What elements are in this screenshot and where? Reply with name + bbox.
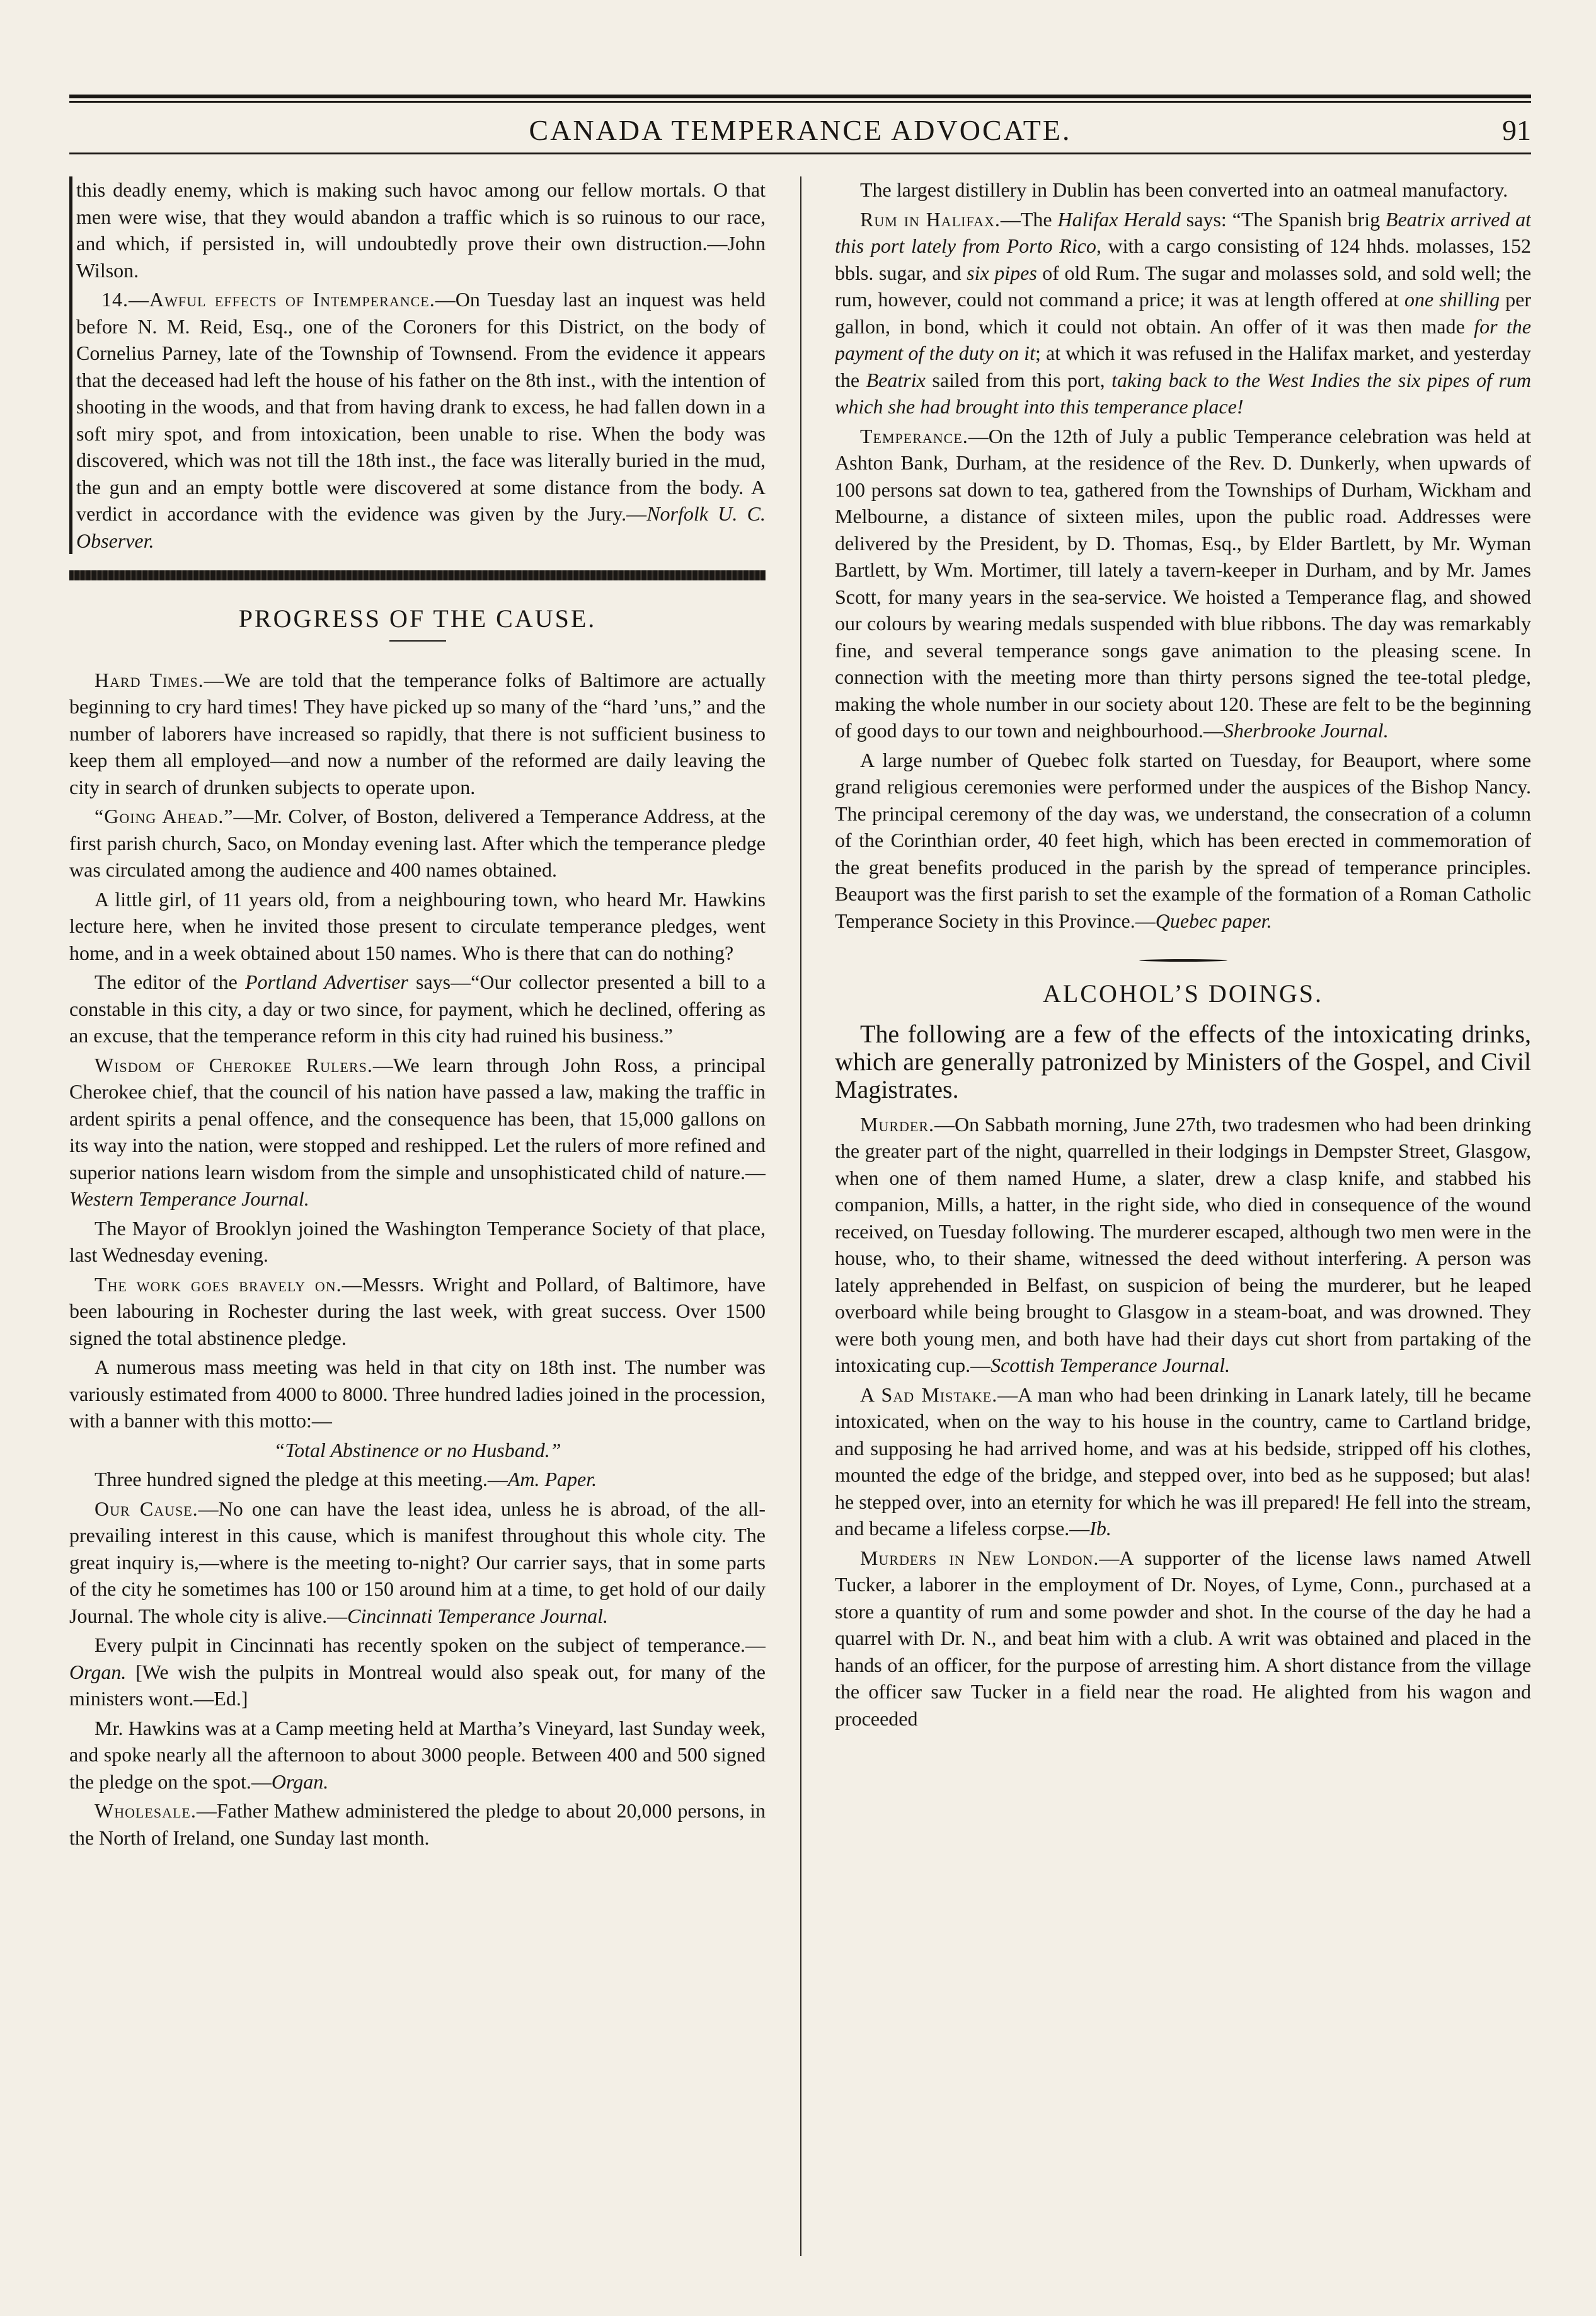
article-new-london: Murders in New London.—A supporter of the license laws named Atwell Tucker, a laborer in the employment of Dr. Noyes, of Lyme, Conn., purchased at a store a quantity of rum and some powder and shot. In the course of the day he had a quarrel with Dr. N., and beat him with a club. A writ was obtained and placed in the hands of an officer, for the purpose of arresting him. A short distance from the village the officer saw Tucker in a field near the road. He alighted from his wagon and proceeded xyxy=(835,1546,1531,1730)
column-divider xyxy=(800,176,801,2256)
section-ornament xyxy=(1139,955,1227,965)
article-mass-meeting: A numerous mass meeting was held in that city on 18th inst. The number was variously estimated from 4000 to 8000. Three hundred ladies joined in the procession, with a banner with this motto:— xyxy=(69,1356,766,1432)
section-title-progress: PROGRESS OF THE CAUSE. xyxy=(238,604,597,633)
article-every-pulpit: Every pulpit in Cincinnati has recently spoken on the subject of temperance.—Organ. [We wish the pulpits in Montreal would also speak out, for many of the ministers wont.—Ed.] xyxy=(69,1633,766,1710)
article-awful-effects: 14.—Awful effects of Intemperance.—On Tuesday last an inquest was held before N. M. Reid, Esq., one of the Coroners for this District, on the body of Cornelius Parney, late of the Township of Townsend. From the evidence it appears that the deceased had left the house of his father on the 8th inst., with the intention of shooting in the woods, and that from having drank to excess, he had fallen down in a soft miry spot, and from intoxication, been unable to rise. When the body was discovered, which was not till the 18th inst., the face was literally buried in the mud, the gun and an empty bottle were discovered at some distance from the body. A verdict in accordance with the evidence was given by the Jury.—Norfolk U. C. Observer. xyxy=(76,288,766,552)
article-intro: this deadly enemy, which is making such havoc among our fellow mortals. O that men were wise, that they would abandon a traffic which is so ruinous to our race, and which, if persisted in, will undoubtedly prove their own distruction.—John Wilson. xyxy=(76,178,766,282)
section-title-rule xyxy=(389,640,446,642)
article-three-hundred: Three hundred signed the pledge at this meeting.—Am. Paper. xyxy=(95,1468,597,1490)
article-work-goes-on: The work goes bravely on.—Messrs. Wright and Pollard, of Baltimore, have been labouring in Rochester during the last week, with great success. Over 1500 signed the total abstinence pledge. xyxy=(69,1272,766,1349)
masthead-rule-top xyxy=(69,95,1531,98)
article-sad-mistake: A Sad Mistake.—A man who had been drinking in Lanark lately, till he became intoxicated, when on the way to his house in the country, came to Cartland bridge, and supposing he had arrived home, and was at his bedside, stripped off his clothes, mounted the edge of the bridge, and stepped over, into bed as he supposed; but alas! he stepped over, into an eternity for which he was ill prepared! He fell into the stream, and became a lifeless corpse.—Ib. xyxy=(835,1383,1531,1540)
masthead xyxy=(69,95,1531,158)
masthead-title: CANADA TEMPERANCE ADVOCATE. xyxy=(529,114,1072,146)
motto: “Total Abstinence or no Husband.” xyxy=(273,1438,561,1461)
left-column xyxy=(69,176,766,2256)
article-quebec: A large number of Quebec folk started on Tuesday, for Beauport, where some grand religious ceremonies were performed under the auspices of the Bishop Nancy. The principal ceremony of the day was, we understand, the consecration of a column of the Corinthian order, 40 feet high, which has been erected in commemoration of the great benefits produced in the parish by the spread of temperance principles. Beauport was the first parish to set the example of the formation of a Roman Catholic Temperance Society in this Province.—Quebec paper. xyxy=(835,748,1531,932)
section-title-alcohol: ALCOHOL’S DOINGS. xyxy=(1042,979,1324,1008)
section-lead-text: The following are a few of the effects of the intoxicating drinks, which are generally patronized by Ministers of the Gospel, and Civil Magistrates. xyxy=(835,1019,1531,1103)
article-portland: The editor of the Portland Advertiser says—“Our collector presented a bill to a constable in this city, a day or two since, for payment, which he declined, offering as an excuse, that the temperance reform in this city had ruined his business.” xyxy=(69,971,766,1047)
right-column xyxy=(835,176,1531,2256)
masthead-rule-bottom xyxy=(69,153,1531,154)
article-going-ahead: “Going Ahead.”—Mr. Colver, of Boston, delivered a Temperance Address, at the first parish church, Saco, on Monday evening last. After which the temperance pledge was circulated among the audience and 400 names obtained. xyxy=(69,805,766,881)
article-lead: 14.—Awful effects of Intemperance. xyxy=(101,288,435,311)
article-wholesale: Wholesale.—Father Mathew administered the pledge to about 20,000 persons, in the North of Ireland, one Sunday last month. xyxy=(69,1799,766,1849)
article-brooklyn: The Mayor of Brooklyn joined the Washington Temperance Society of that place, last Wednesday evening. xyxy=(69,1216,766,1266)
article-temperance-celebration: Temperance.—On the 12th of July a public Temperance celebration was held at Ashton Bank, Durham, at the residence of the Rev. D. Dunkerly, when upwards of 100 persons sat down to tea, gathered from the Townships of Durham, Wickham and Melbourne, a distance of sixteen miles, upon the public road. Addresses were delivered by the President, by D. Thomas, Esq., by Elder Bartlett, by Mr. Wyman Bartlett, by Wm. Mortimer, till lately a tavern-keeper in Durham, and by Mr. James Scott, for many years in the sea-service. We hoisted a Temperance flag, and showed our colours by wearing medals suspended with blue ribbons. The day was remarkably fine, and several temperance songs gave animation to the pleasing scene. In connection with the meeting more than thirty persons signed the tee-total pledge, making the whole number in our society about 120. These are felt to be the beginning of good days to our town and neighbourhood.—Sherbrooke Journal. xyxy=(835,424,1531,742)
section-divider xyxy=(69,570,766,580)
article-rum-halifax: Rum in Halifax.—The Halifax Herald says: “The Spanish brig Beatrix arrived at this port lately from Porto Rico, with a cargo consisting of 124 hhds. molasses, 152 bbls. sugar, and six pipes of old Rum. The sugar and molasses sold, and sold well; the rum, however, could not command a price; it was at length offered at one shilling per gallon, in bond, which it could not obtain. An offer of it was then made for the payment of the duty on it; at which it was refused in the Halifax market, and yesterday the Beatrix sailed from this port, taking back to the West Indies the six pipes of rum which she had brought into this temperance place! xyxy=(835,207,1531,418)
masthead-rule-second xyxy=(69,101,1531,103)
newspaper-page xyxy=(69,95,1531,2269)
article-little-girl: A little girl, of 11 years old, from a neighbouring town, who heard Mr. Hawkins lecture here, when he invited those present to circulate temperance pledges, went home, and in a week obtained about 150 names. Who is there that can do nothing? xyxy=(69,887,766,964)
article-distillery: The largest distillery in Dublin has been converted into an oatmeal manufactory. xyxy=(860,178,1508,201)
article-hawkins: Mr. Hawkins was at a Camp meeting held at Martha’s Vineyard, last Sunday week, and spoke nearly all the afternoon to about 3000 people. Between 400 and 500 signed the pledge on the spot.—Organ. xyxy=(69,1716,766,1793)
article-source: Norfolk U. C. Observer. xyxy=(76,502,766,552)
boxed-article xyxy=(69,176,766,554)
article-our-cause: Our Cause.—No one can have the least idea, unless he is abroad, of the all-prevailing interest in this cause, which is manifest throughout this whole city. The great inquiry is,—where is the meeting to-night? Our carrier says, that in some parts of the city he sometimes has 100 or 150 around him at a time, to get hold of our daily Journal. The whole city is alive.—Cincinnati Temperance Journal. xyxy=(69,1497,766,1627)
article-hard-times: Hard Times.—We are told that the temperance folks of Baltimore are actually beginning to cry hard times! They have picked up so many of the “hard ’uns,” and the number of laborers have increased so rapidly, that there is not sufficient business to keep them all employed—and now a number of the reformed are daily leaving the city in search of drunken subjects to operate upon. xyxy=(69,668,766,798)
page-number: 91 xyxy=(1502,114,1531,146)
article-murder: Murder.—On Sabbath morning, June 27th, two tradesmen who had been drinking the greater part of the night, quarrelled in their lodgings in Dempster Street, Glasgow, when one of them named Hume, a slater, drew a clasp knife, and stabbed his companion, Mills, a hatter, in the right side, who died in consequence of the wound received, on Tuesday following. The murderer escaped, although two men were in the house, who, to their shame, witnessed the deed without interfering. A person was lately apprehended in Belfast, on suspicion of being the murderer, but he leaped overboard while being brought to Glasgow in a steam-boat, and was drowned. They were both young men, and both have had their days cut short from partaking of the intoxicating cup.—Scottish Temperance Journal. xyxy=(835,1112,1531,1376)
article-cherokee: Wisdom of Cherokee Rulers.—We learn through John Ross, a principal Cherokee chief, that the council of his nation have passed a law, making the traffic in ardent spirits a penal offence, and the consequence has been, that 15,000 gallons on its way into the nation, were stopped and reshipped. Let the rulers of more refined and superior nations learn wisdom from the simple and unsophisticated child of nature.—Western Temperance Journal. xyxy=(69,1053,766,1210)
